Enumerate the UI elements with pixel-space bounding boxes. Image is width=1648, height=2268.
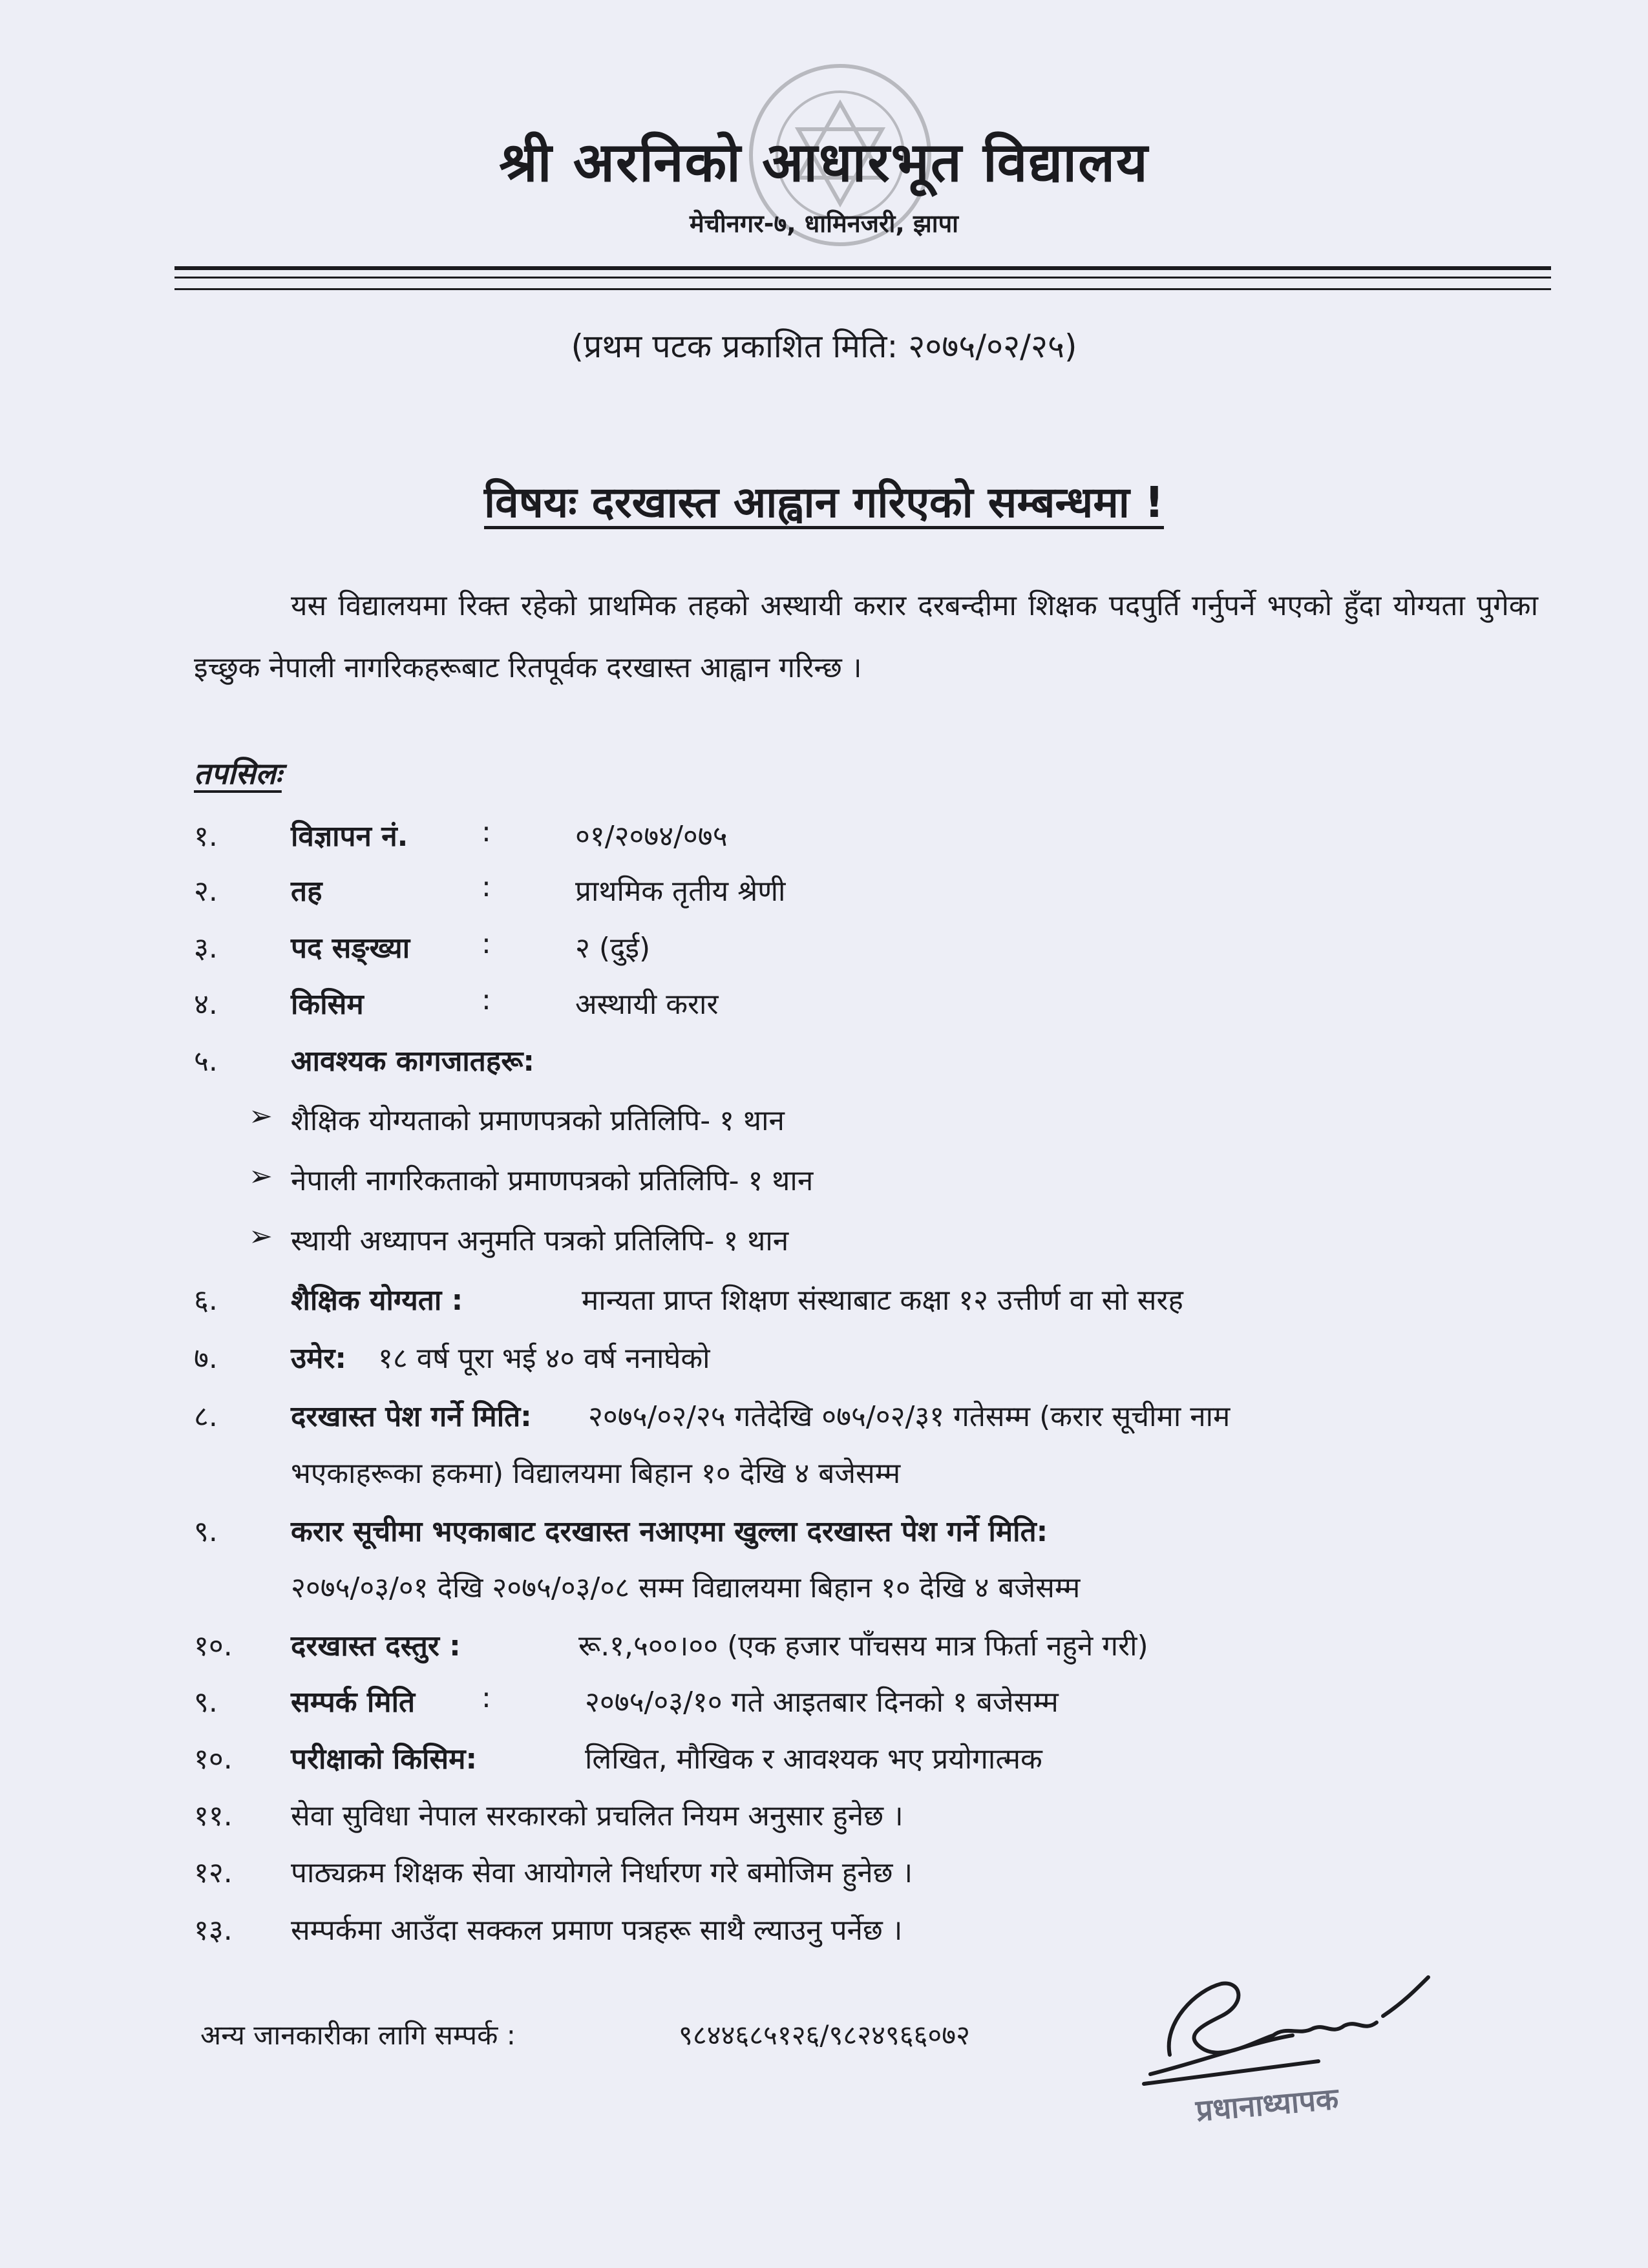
letterhead [0, 123, 1648, 240]
item-value: २ (दुई) [575, 932, 651, 965]
item-value: पाठ्यक्रम शिक्षक सेवा आयोगले निर्धारण गरे बमोजिम हुनेछ । [291, 1856, 913, 1889]
item-number: ३. [194, 932, 218, 965]
subject-text: विषयः दरखास्त आह्वान गरिएको सम्बन्धमा ! [484, 478, 1164, 527]
contact-phone-numbers: ९८४४६८५१२६/९८२४९६६०७२ [679, 2019, 970, 2051]
arrow-bullet-icon: ➢ [249, 1160, 273, 1193]
item-number: ११. [194, 1800, 233, 1832]
item-label: सम्पर्क मिति [291, 1686, 416, 1719]
headteacher-stamp: प्रधानाध्यापक [1194, 2081, 1340, 2128]
item-label: आवश्यक कागजातहरू: [291, 1045, 534, 1078]
arrow-bullet-icon: ➢ [249, 1220, 273, 1253]
item-colon: : [481, 983, 491, 1016]
contact-label: अन्य जानकारीका लागि सम्पर्क : [200, 2019, 516, 2051]
item-colon: : [481, 870, 491, 903]
item-number: ९. [194, 1686, 218, 1719]
item-value: सेवा सुविधा नेपाल सरकारको प्रचलित नियम अनुसार हुनेछ । [291, 1800, 903, 1832]
item-value: अस्थायी करार [575, 988, 719, 1021]
item-number: ९. [194, 1515, 218, 1548]
item-number: ६. [194, 1284, 218, 1317]
item-label: परीक्षाको किसिम: [291, 1743, 478, 1776]
item-colon: : [481, 927, 491, 960]
item-label: दरखास्त पेश गर्ने मिति: [291, 1400, 532, 1433]
document-text: स्थायी अध्यापन अनुमति पत्रको प्रतिलिपि- १ थान [291, 1224, 789, 1257]
published-date: (प्रथम पटक प्रकाशित मिति: २०७५/०२/२५) [571, 328, 1077, 365]
item-label: उमेर: [291, 1342, 347, 1375]
document-text: नेपाली नागरिकताको प्रमाणपत्रको प्रतिलिपि- १ थान [291, 1164, 814, 1197]
header-rule [174, 277, 1551, 278]
item-value: २०७५/०२/२५ गतेदेखि ०७५/०२/३१ गतेसम्म (करार सूचीमा नाम [588, 1400, 1231, 1433]
item-value: प्राथमिक तृतीय श्रेणी [575, 875, 786, 908]
document-text: शैक्षिक योग्यताको प्रमाणपत्रको प्रतिलिपि- १ थान [291, 1104, 785, 1137]
item-label: किसिम [291, 988, 364, 1021]
intro-paragraph: यस विद्यालयमा रिक्त रहेको प्राथमिक तहको अस्थायी करार दरबन्दीमा शिक्षक पदपुर्ति गर्नुपर्ने भएको हुँदा योग्यता पुगेका इच्छुक नेपाली नागरिकहरूबाट रितपूर्वक दरखास्त आह्वान गरिन्छ । [194, 589, 1538, 684]
item-label: करार सूचीमा भएकाबाट दरखास्त नआएमा खुल्ला दरखास्त पेश गर्ने मिति: [291, 1515, 1048, 1548]
notice-subject [0, 472, 1648, 530]
item-number: १३. [194, 1914, 233, 1947]
school-name: श्री अरनिको आधारभूत विद्यालय [499, 131, 1149, 194]
school-address: मेचीनगर-७, धामिनजरी, झापा [689, 209, 959, 238]
item-colon: : [481, 815, 491, 848]
item-value: २०७५/०३/०१ देखि २०७५/०३/०८ सम्म विद्यालयमा बिहान १० देखि ४ बजेसम्म [291, 1571, 1081, 1604]
item-number: १२. [194, 1856, 233, 1889]
details-heading: तपसिलः [194, 756, 282, 791]
item-number: ४. [194, 988, 218, 1021]
item-label: विज्ञापन नं. [291, 820, 408, 853]
item-number: १०. [194, 1743, 233, 1776]
item-colon: : [481, 1681, 491, 1714]
item-number: १. [194, 820, 218, 853]
item-number: २. [194, 875, 218, 908]
item-value: १८ वर्ष पूरा भई ४० वर्ष ननाघेको [378, 1342, 710, 1375]
item-value: मान्यता प्राप्त शिक्षण संस्थाबाट कक्षा १२ उत्तीर्ण वा सो सरह [582, 1284, 1183, 1317]
header-rule [174, 288, 1551, 290]
item-number: १०. [194, 1630, 233, 1663]
item-number: ५. [194, 1045, 218, 1078]
item-value: भएकाहरूका हकमा) विद्यालयमा बिहान १० देखि ४ बजेसम्म [291, 1457, 901, 1490]
arrow-bullet-icon: ➢ [249, 1100, 273, 1133]
header-rule [174, 266, 1551, 270]
signature-icon [1125, 1964, 1461, 2094]
item-label: तह [291, 875, 322, 908]
item-value: रू.१,५००।०० (एक हजार पाँचसय मात्र फिर्ता नहुने गरी) [578, 1630, 1148, 1663]
item-number: ७. [194, 1342, 218, 1375]
item-value: सम्पर्कमा आउँदा सक्कल प्रमाण पत्रहरू साथै ल्याउनु पर्नेछ । [291, 1914, 903, 1947]
item-value: ०१/२०७४/०७५ [575, 820, 728, 853]
item-number: ८. [194, 1400, 218, 1433]
item-value: लिखित, मौखिक र आवश्यक भए प्रयोगात्मक [585, 1743, 1042, 1776]
item-value: २०७५/०३/१० गते आइतबार दिनको १ बजेसम्म [585, 1686, 1059, 1719]
item-label: दरखास्त दस्तुर : [291, 1630, 461, 1663]
item-label: पद सङ्ख्या [291, 932, 410, 965]
item-label: शैक्षिक योग्यता : [291, 1284, 463, 1317]
